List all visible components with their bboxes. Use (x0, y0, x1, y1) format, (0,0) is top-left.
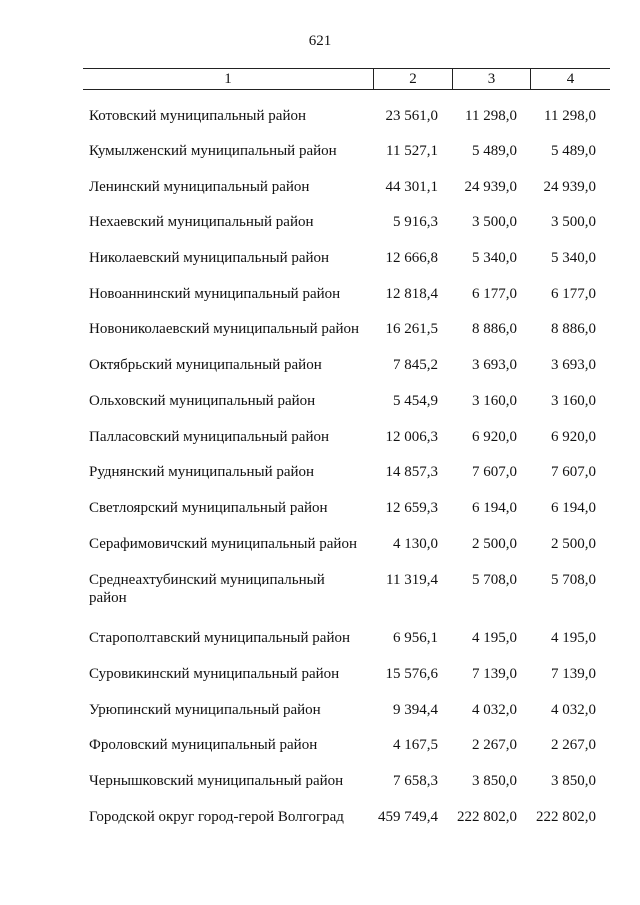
value-col-2: 16 261,5 (385, 321, 438, 337)
value-col-2: 11 319,4 (386, 572, 438, 588)
value-col-3: 3 160,0 (472, 393, 517, 409)
value-col-4: 2 267,0 (551, 737, 596, 753)
value-col-4: 6 194,0 (551, 500, 596, 516)
value-col-4: 24 939,0 (543, 179, 596, 195)
value-col-3: 24 939,0 (464, 179, 517, 195)
value-col-3: 4 195,0 (472, 630, 517, 646)
value-col-2: 5 454,9 (393, 393, 438, 409)
value-col-2: 12 818,4 (385, 286, 438, 302)
value-col-4: 7 607,0 (551, 464, 596, 480)
value-col-3: 4 032,0 (472, 702, 517, 718)
value-col-3: 6 194,0 (472, 500, 517, 516)
value-col-2: 6 956,1 (393, 630, 438, 646)
district-name: Урюпинский муниципальный район (89, 702, 321, 718)
value-col-2: 12 666,8 (385, 250, 438, 266)
district-name: Среднеахтубинский муниципальный район (89, 572, 325, 606)
value-col-4: 4 032,0 (551, 702, 596, 718)
value-col-4: 2 500,0 (551, 536, 596, 552)
district-name: Чернышковский муниципальный район (89, 773, 344, 789)
value-col-4: 5 340,0 (551, 250, 596, 266)
district-name: Руднянский муниципальный район (89, 464, 315, 480)
value-col-3: 5 489,0 (472, 143, 517, 159)
value-col-2: 7 845,2 (393, 357, 438, 373)
value-col-3: 3 500,0 (472, 214, 517, 230)
value-col-2: 14 857,3 (385, 464, 438, 480)
value-col-3: 7 607,0 (472, 464, 517, 480)
value-col-3: 5 708,0 (472, 572, 517, 588)
value-col-2: 15 576,6 (385, 666, 438, 682)
value-col-3: 6 177,0 (472, 286, 517, 302)
district-name: Ольховский муниципальный район (89, 393, 316, 409)
district-name: Нехаевский муниципальный район (89, 214, 314, 230)
value-col-4: 5 489,0 (551, 143, 596, 159)
value-col-2: 11 527,1 (386, 143, 438, 159)
district-name: Кумылженский муниципальный район (89, 143, 337, 159)
column-header-1: 1 (224, 71, 232, 87)
value-col-3: 6 920,0 (472, 429, 517, 445)
value-col-2: 9 394,4 (393, 702, 438, 718)
district-name: Октябрьский муниципальный район (89, 357, 322, 373)
district-name: Котовский муниципальный район (89, 108, 307, 124)
value-col-2: 4 130,0 (393, 536, 438, 552)
value-col-4: 222 802,0 (536, 809, 596, 825)
value-col-4: 7 139,0 (551, 666, 596, 682)
value-col-2: 459 749,4 (378, 809, 438, 825)
district-name: Фроловский муниципальный район (89, 737, 318, 753)
value-col-4: 11 298,0 (544, 108, 596, 124)
value-col-2: 44 301,1 (385, 179, 438, 195)
column-header-2: 2 (409, 71, 417, 87)
district-name: Ленинский муниципальный район (89, 179, 310, 195)
district-name: Новониколаевский муниципальный район (89, 321, 360, 337)
district-name: Городской округ город-герой Волгоград (89, 809, 344, 825)
district-name: Палласовский муниципальный район (89, 429, 329, 445)
value-col-4: 6 920,0 (551, 429, 596, 445)
district-name: Серафимовичский муниципальный район (89, 536, 357, 552)
value-col-4: 5 708,0 (551, 572, 596, 588)
value-col-4: 3 160,0 (551, 393, 596, 409)
value-col-3: 2 500,0 (472, 536, 517, 552)
value-col-3: 11 298,0 (465, 108, 517, 124)
value-col-2: 4 167,5 (393, 737, 438, 753)
value-col-3: 7 139,0 (472, 666, 517, 682)
value-col-3: 3 850,0 (472, 773, 517, 789)
value-col-4: 3 850,0 (551, 773, 596, 789)
column-header-4: 4 (566, 71, 575, 87)
value-col-3: 8 886,0 (472, 321, 517, 337)
district-name: Николаевский муниципальный район (89, 250, 330, 266)
value-col-4: 3 500,0 (551, 214, 596, 230)
district-name: Старополтавский муниципальный район (89, 630, 350, 646)
table-header (83, 68, 610, 90)
value-col-3: 5 340,0 (472, 250, 517, 266)
value-col-2: 12 006,3 (385, 429, 438, 445)
district-name: Новоаннинский муниципальный район (89, 286, 341, 302)
column-header-3: 3 (487, 71, 496, 87)
district-name: Светлоярский муниципальный район (89, 500, 328, 516)
value-col-3: 3 693,0 (472, 357, 517, 373)
value-col-2: 12 659,3 (385, 500, 438, 516)
district-name: Суровикинский муниципальный район (89, 666, 340, 682)
value-col-4: 6 177,0 (551, 286, 596, 302)
value-col-4: 8 886,0 (551, 321, 596, 337)
value-col-4: 3 693,0 (551, 357, 596, 373)
value-col-2: 23 561,0 (385, 108, 438, 124)
value-col-3: 222 802,0 (457, 809, 517, 825)
page-number: 621 (308, 33, 332, 49)
value-col-2: 5 916,3 (393, 214, 438, 230)
value-col-4: 4 195,0 (551, 630, 596, 646)
value-col-3: 2 267,0 (472, 737, 517, 753)
value-col-2: 7 658,3 (393, 773, 438, 789)
